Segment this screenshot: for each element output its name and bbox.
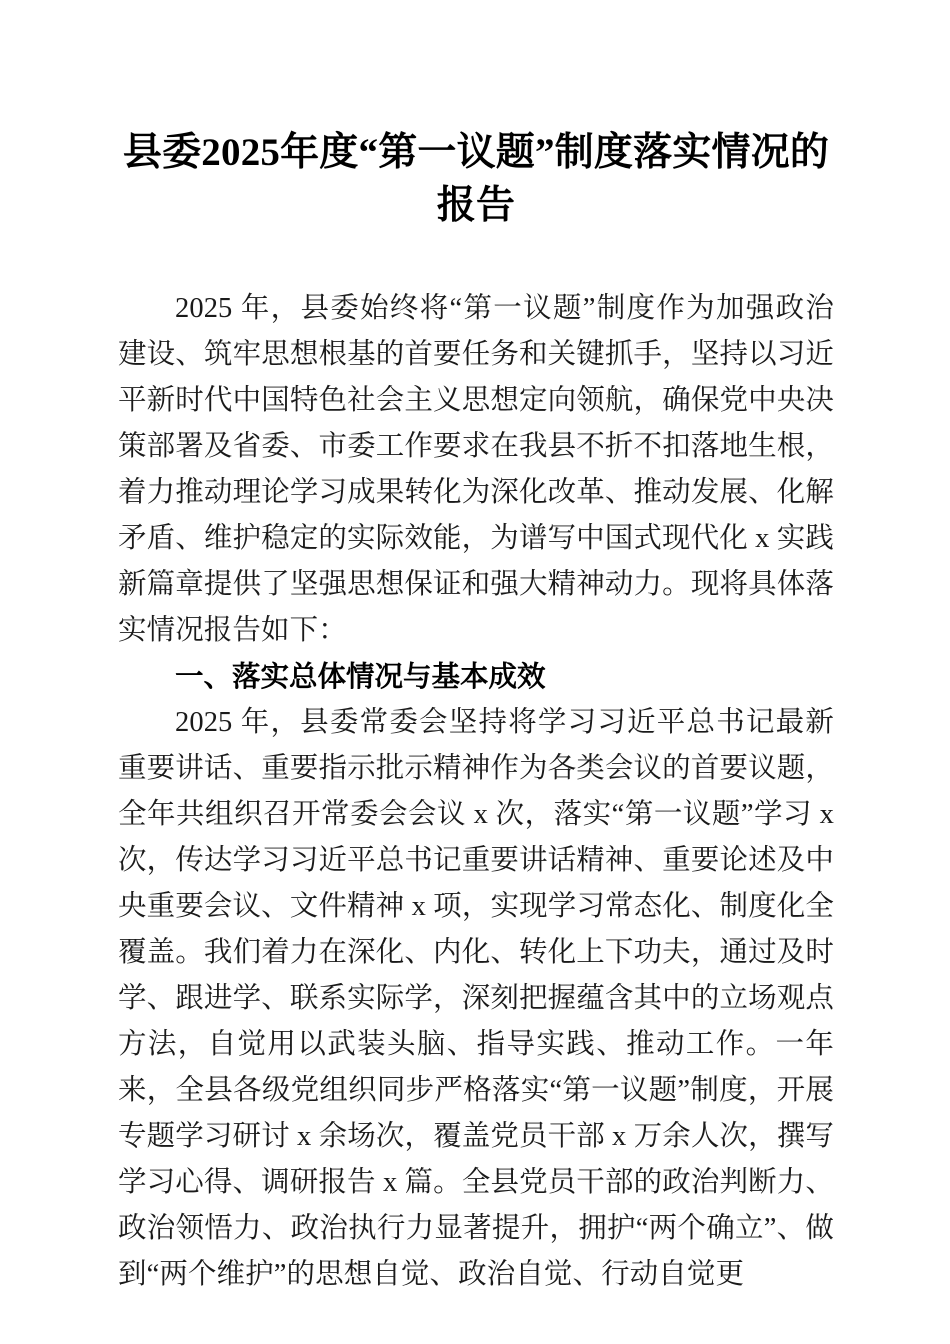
page-text-column bbox=[118, 0, 834, 1298]
page-title: 县委2025年度“第一议题”制度落实情况的报告 bbox=[122, 131, 830, 227]
intro-paragraph: 2025 年，县委始终将“第一议题”制度作为加强政治建设、筑牢思想根基的首要任务和关键抓手，坚持以习近平新时代中国特色社会主义思想定向领航，确保党中央决策部署及省委、市委工作要求在我县不折不扣落地生根，着力推动理论学习成果转化为深化改革、推动发展、化解矛盾、维护稳定的实际效能，为谱写中国式现代化 x 实践新篇章提供了坚强思想保证和强大精神动力。现将具体落实情况报告如下： bbox=[118, 293, 834, 646]
section-heading-1: 一、落实总体情况与基本成效 bbox=[175, 661, 546, 693]
title-spacer bbox=[118, 232, 834, 286]
section-1-paragraph-1: 2025 年，县委常委会坚持将学习习近平总书记最新重要讲话、重要指示批示精神作为各类会议的首要议题，全年共组织召开常委会会议 x 次，落实“第一议题”学习 x 次，传达学习习近平总书记重要讲话精神、重要论述及中央重要会议、文件精神 x 项，实现学习常态化、制度化全覆盖。我们着力在深化、内化、转化上下功夫，通过及时学、跟进学、联系实际学，深刻把握蕴含其中的立场观点方法，自觉用以武装头脑、指导实践、推动工作。一年来，全县各级党组织同步严格落实“第一议题”制度，开展专题学习研讨 x 余场次，覆盖党员干部 x 万余人次，撰写学习心得、调研报告 x 篇。全县党员干部的政治判断力、政治领悟力、政治执行力显著提升，拥护“两个确立”、做到“两个维护”的思想自觉、政治自觉、行动自觉更 bbox=[118, 707, 834, 1290]
document-content bbox=[118, 286, 834, 1298]
